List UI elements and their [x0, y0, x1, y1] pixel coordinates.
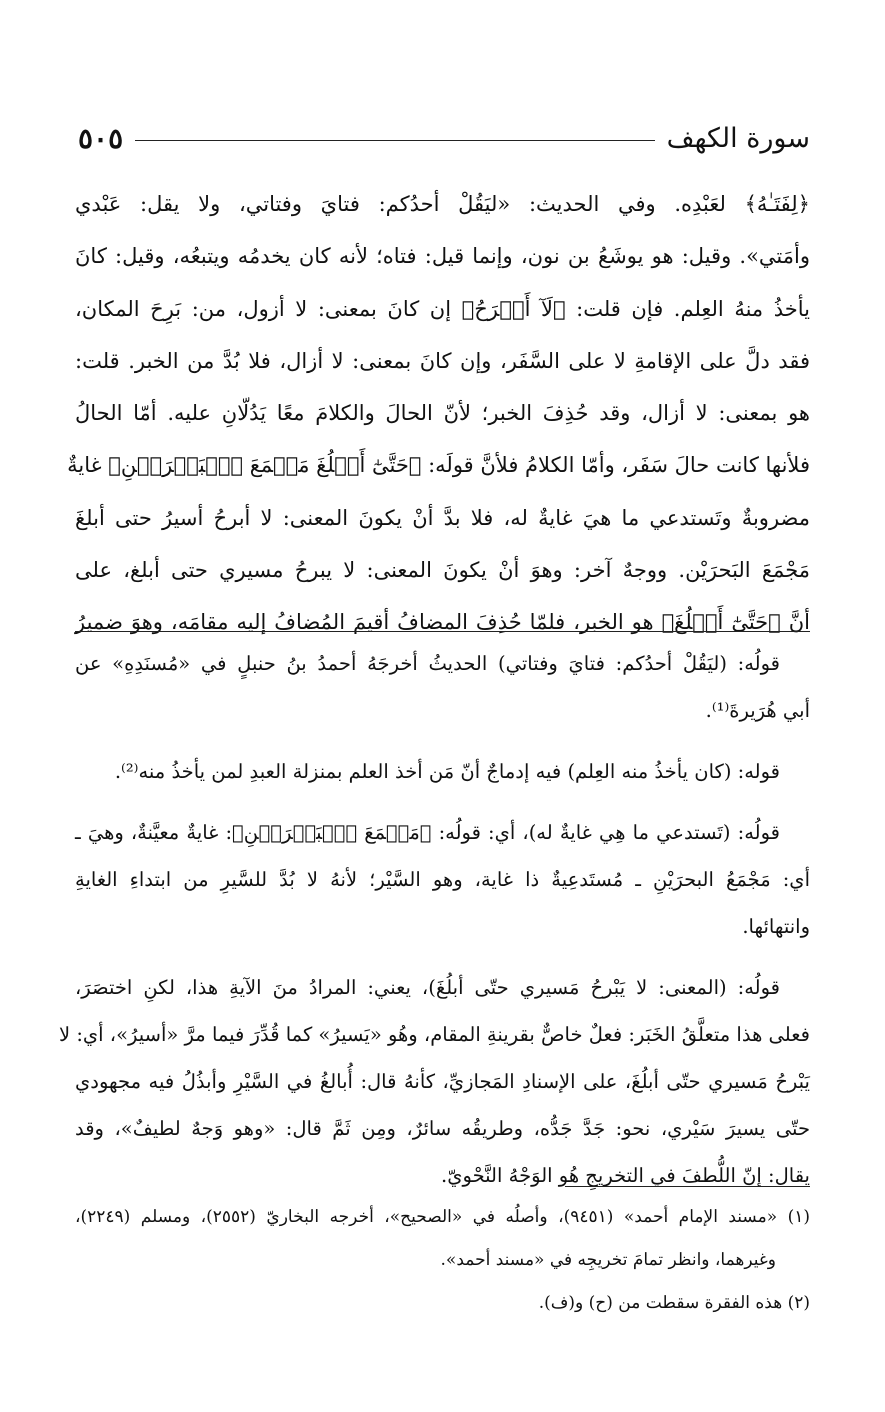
commentary-line: فعلى هذا متعلَّقُ الخَبَر: فعلٌ خاصٌّ بقرينةِ المقام، وهُو «يَسيرُ» كما قُدِّرَ فيما مرَّ «أسيرُ»، أي: لا [59, 1023, 810, 1046]
commentary-line: قوله: (كان يأخذُ منه العِلم) فيه إدماجٌ أنّ مَن أخذ العلم بمنزلة العبدِ لمن يأخذُ منه⁽²⁾. [114, 760, 780, 783]
footnote-divider [565, 1186, 810, 1187]
commentary-paragraph [75, 640, 810, 734]
footnote-line: (١) «مسند الإمام أحمد» (٩٤٥١)، وأصلُه في «الصحيح»، أخرجه البخاريّ (٢٥٥٢)، ومسلم (٢٢٤٩)، [75, 1207, 810, 1227]
header-rule [135, 140, 655, 141]
main-line: ﴿لِفَتَـٰهُ﴾ لعَبْدِه. وفي الحديث: «ليَقُلْ أحدُكم: فتايَ وفتاتي، ولا يقل: عَبْدي [75, 192, 810, 216]
commentary [59, 640, 810, 1199]
commentary-paragraph [75, 748, 810, 795]
main-line: أنَّ ﴿حَتَّىٰٓ أَبۡلُغَ﴾ هو الخبر، فلمّا حُذِفَ المضافُ أقيمَ المُضافُ إليه مقامَه، وهوَ ضميرُ [75, 610, 810, 635]
commentary-line: أبي هُرَيرةَ⁽¹⁾. [705, 699, 810, 722]
commentary-line: يَبْرحُ مَسيري حتّى أبلُغَ، على الإسنادِ المَجازيِّ، كأنهُ قال: أُبالغُ في السَّيْرِ وأبذُلُ فيه مجهودي [75, 1070, 810, 1093]
main-divider [75, 631, 810, 632]
commentary-line: وانتهائها. [742, 915, 810, 938]
page-number: ٥٠٥ [78, 121, 124, 155]
footnotes [75, 1196, 810, 1325]
commentary-line: يقال: إنّ اللُّطفَ في التخريجِ هُو الوَجْهُ النَّحْويّ. [441, 1164, 810, 1187]
main-line: فقد دلَّ على الإقامةِ لا على السَّفَر، وإن كانَ بمعنى: لا أزال، فلا بُدَّ من الخبر. قلت: [75, 348, 810, 373]
commentary-line: قولُه: (ليَقُلْ أحدُكم: فتايَ وفتاتي) الحديثُ أخرجَهُ أحمدُ بنُ حنبلٍ في «مُسنَدِهِ» عن [75, 652, 780, 675]
commentary-line: قولُه: (تَستدعي ما هِي غايةٌ له)، أي: قولُه: ﴿مَجۡمَعَ ٱلۡبَحۡرَيۡنِ﴾: غايةٌ معيَّنةٌ، وهيَ ـ [75, 821, 780, 844]
main-line: مضروبةٌ وتَستدعي ما هيَ غايةٌ له، فلا بدَّ أنْ يكونَ المعنى: لا أبرحُ أسيرُ حتى أبلغَ [75, 505, 810, 530]
main-line: هو بمعنى: لا أزال، وقد حُذِفَ الخبر؛ لأنّ الحالَ والكلامَ معًا يَدُلّانِ عليه. أمّا الحالُ [75, 401, 810, 426]
main-line: فلأنها كانت حالَ سَفَر، وأمّا الكلامُ فلأنَّ قولَه: ﴿حَتَّىٰٓ أَبۡلُغَ مَجۡمَعَ ٱلۡبَحۡرَيۡنِ﴾ غايةٌ [67, 453, 810, 478]
footnote-line: (٢) هذه الفقرة سقطت من (ح) و(ف). [538, 1293, 810, 1313]
commentary-line: قولُه: (المعنى: لا يَبْرحُ مَسيري حتّى أبلُغَ)، يعني: المرادُ منَ الآيةِ هذا، لكنِ اختصَرَ، [75, 976, 780, 999]
surah-title: سورة الكهف [666, 122, 810, 154]
commentary-line: حتّى يسيرَ سَيْري، نحو: جَدَّ جَدُّه، وطريقُه سائرٌ، ومِن ثَمَّ قال: «وهو وَجهٌ لطيفٌ»، وقد [75, 1117, 810, 1140]
footnote-line: وغيرهما، وانظر تمامَ تخريجِه في «مسند أحمد». [440, 1250, 776, 1270]
commentary-paragraph [59, 964, 810, 1199]
commentary-paragraph [75, 809, 810, 950]
main-line: مَجْمَعَ البَحرَيْن. ووجهٌ آخر: وهوَ أنْ يكونَ المعنى: لا يبرحُ مسيري حتى أبلغ، على [75, 558, 810, 583]
commentary-line: أي: مَجْمَعُ البحرَيْنِ ـ مُستَدعِيةٌ ذا غاية، وهو السَّيْر؛ لأنهُ لا بُدَّ للسَّيرِ من ابتداءِ الغايةِ [75, 868, 810, 891]
main-line: وأمَتي». وقيل: هو يوشَعُ بن نون، وإنما قيل: فتاه؛ لأنه كان يخدمُه ويتبعُه، وقيل: كانَ [75, 244, 810, 269]
main-text [67, 178, 810, 649]
main-line: يأخذُ منهُ العِلم. فإن قلت: ﴿لَآ أَبۡرَحُ﴾ إن كانَ بمعنى: لا أزول، من: بَرِحَ المكان، [75, 296, 810, 321]
page-header [78, 118, 810, 158]
